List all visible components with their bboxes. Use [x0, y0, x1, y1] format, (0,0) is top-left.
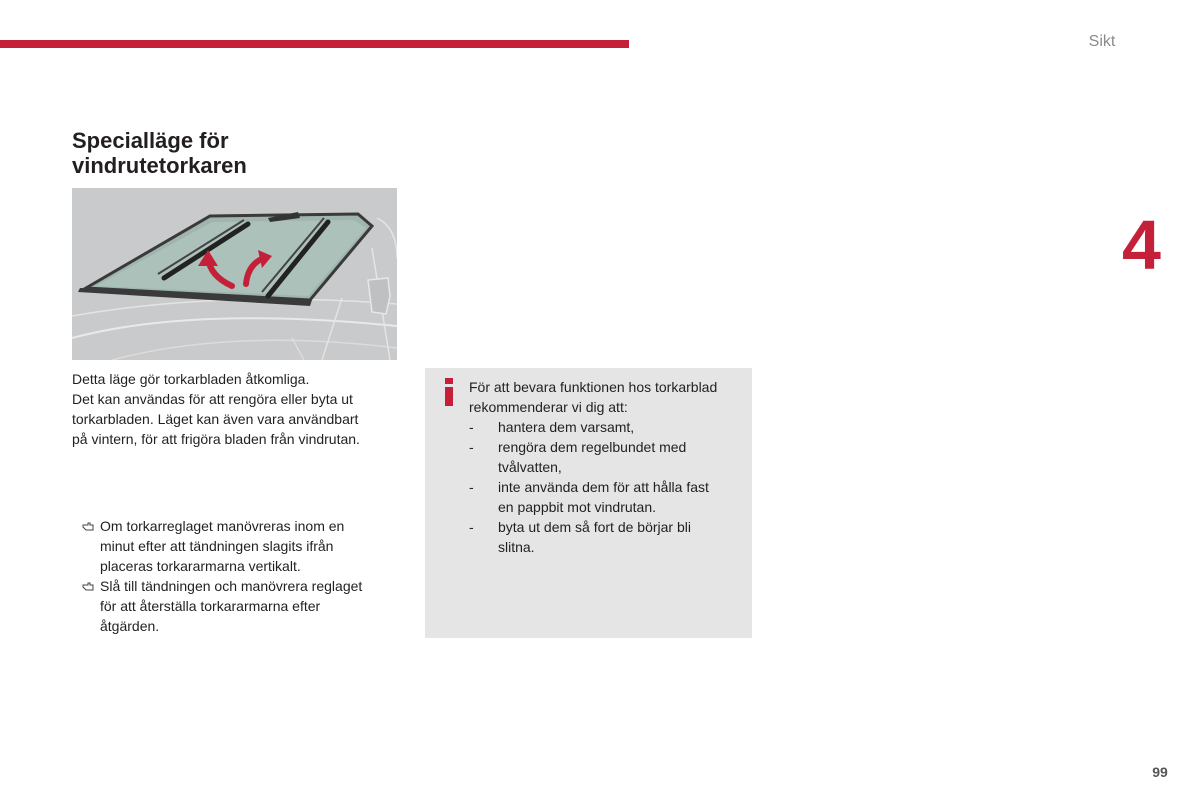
page-number: 99 [1152, 764, 1168, 780]
chapter-number: 4 [1122, 206, 1161, 284]
page-title-line: vindrutetorkaren [72, 153, 247, 178]
info-item-line: en pappbit mot vindrutan. [498, 499, 656, 515]
page-title [72, 128, 402, 178]
intro-line: Detta läge gör torkarbladen åtkomliga. [72, 371, 310, 387]
instruction-item [72, 576, 407, 636]
info-icon [442, 378, 456, 406]
list-dash: - [469, 419, 474, 435]
info-item-line: byta ut dem så fort de börjar bli [498, 519, 691, 535]
list-dash: - [469, 479, 474, 495]
info-list-item [469, 417, 751, 437]
list-dash: - [469, 519, 474, 535]
instruction-line: placeras torkararmarna vertikalt. [100, 558, 301, 574]
intro-line: torkarbladen. Läget kan även vara användbart [72, 411, 359, 427]
info-item-line: tvålvatten, [498, 459, 562, 475]
instruction-item [72, 516, 407, 576]
info-intro-line: rekommenderar vi dig att: [469, 399, 628, 415]
instruction-line: för att återställa torkararmarna efter [100, 598, 321, 614]
intro-paragraph [72, 369, 402, 449]
info-intro-line: För att bevara funktionen hos torkarblad [469, 379, 718, 395]
info-recommendation-list [469, 417, 751, 557]
info-item-line: rengöra dem regelbundet med [498, 439, 687, 455]
instruction-line: Om torkarreglaget manövreras inom en [100, 518, 345, 534]
list-dash: - [469, 439, 474, 455]
info-text [469, 377, 751, 557]
hand-pointer-icon [82, 520, 94, 532]
info-box [425, 368, 752, 638]
windscreen-wiper-illustration [72, 188, 397, 360]
info-item-line: slitna. [498, 539, 535, 555]
info-list-item [469, 477, 751, 517]
header-accent-bar [0, 40, 629, 48]
section-label: Sikt [1088, 33, 1116, 50]
hand-pointer-icon [82, 580, 94, 592]
intro-line: Det kan användas för att rengöra eller byta ut [72, 391, 353, 407]
instruction-line: åtgärden. [100, 618, 160, 634]
intro-line: på vintern, för att frigöra bladen från vindrutan. [72, 431, 360, 447]
instruction-line: minut efter att tändningen slagits ifrån [100, 538, 334, 554]
info-item-line: hantera dem varsamt, [498, 419, 635, 435]
instruction-list [72, 516, 407, 636]
info-list-item [469, 437, 751, 477]
page-title-line: Specialläge för [72, 128, 229, 153]
instruction-line: Slå till tändningen och manövrera reglaget [100, 578, 363, 594]
info-list-item [469, 517, 751, 557]
info-item-line: inte använda dem för att hålla fast [498, 479, 709, 495]
